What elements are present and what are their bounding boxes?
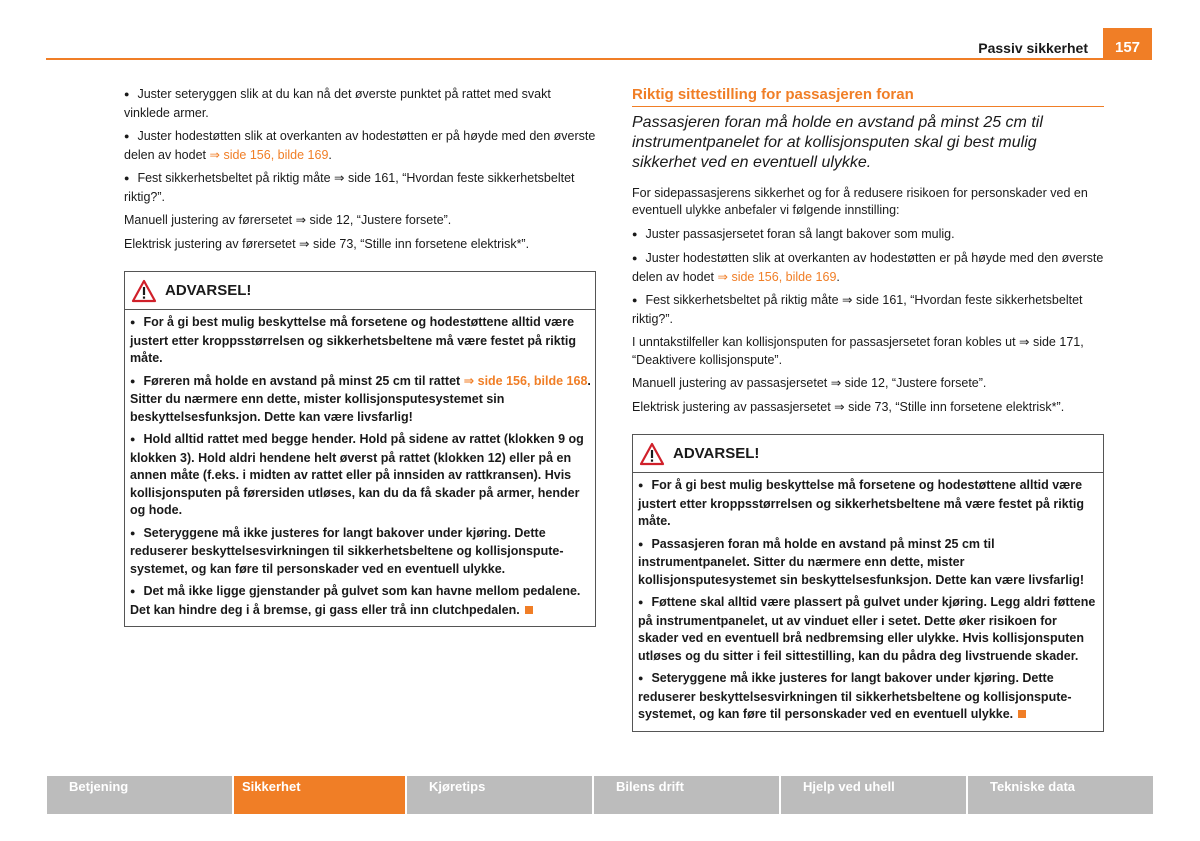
- warning-triangle-icon: [131, 279, 157, 303]
- nav-tab-bilens-drift[interactable]: Bilens drift: [594, 776, 779, 814]
- warning-item: ● For å gi best mulig beskyttelse må forsetene og hodestøttene alltid være justert etter kroppsstørrelsen og sikkerhetsbeltene må være festet på riktig måte.: [638, 477, 1099, 531]
- list-item: ● Juster seteryggen slik at du kan nå det øverste punktet på rattet med svakt vinklede armer.: [124, 86, 596, 122]
- paragraph: Manuell justering av førersetet ⇒ side 12, “Justere forsete”.: [124, 213, 452, 227]
- nav-tab-hjelp-ved-uhell[interactable]: Hjelp ved uhell: [781, 776, 966, 814]
- cross-reference-link[interactable]: ⇒ side 156, bilde 169: [717, 269, 837, 284]
- section-intro: Passasjeren foran må holde en avstand på minst 25 cm til instrumentpanelet for at kollisjonsputen skal gi best mulig sikkerhet ved en eventuell ulykke.: [632, 113, 1043, 171]
- list-item: ● Juster hodestøtten slik at overkanten av hodestøtten er på høyde med den øverste delen av hodet ⇒ side 156, bilde 169.: [124, 128, 596, 164]
- paragraph: I unntakstilfeller kan kollisjonsputen for passasjersetet foran kobles ut ⇒ side 171, “Deaktivere kollisjonspute”.: [632, 335, 1084, 367]
- warning-item: ● Passasjeren foran må holde en avstand på minst 25 cm til instrumentpanelet. Sitter du nærmere enn dette, mister kollisjonsputesystemet sin beskyttelsesfunksjon. Dette kan være livsfarlig!: [638, 536, 1099, 590]
- warning-title: ADVARSEL!: [165, 281, 252, 299]
- page-title: Passiv sikkerhet: [978, 40, 1088, 56]
- warning-header: [633, 435, 1103, 473]
- cross-reference-link[interactable]: ⇒ side 156, bilde 168: [463, 373, 588, 388]
- list-item: ● Juster hodestøtten slik at overkanten av hodestøtten er på høyde med den øverste delen av hodet ⇒ side 156, bilde 169.: [632, 250, 1104, 286]
- nav-tab-tekniske-data[interactable]: Tekniske data: [968, 776, 1153, 814]
- paragraph: For sidepassasjerens sikkerhet og for å redusere risikoen for personskader ved en eventuell ulykke anbefaler vi følgende innstilling:: [632, 185, 1088, 217]
- warning-triangle-icon: [639, 442, 665, 466]
- page-number: 157: [1103, 28, 1152, 60]
- end-marker-icon: [525, 606, 533, 614]
- warning-box: [632, 434, 1104, 732]
- list-item: ● Juster passasjersetet foran så langt bakover som mulig.: [632, 226, 1104, 245]
- nav-tab-sikkerhet[interactable]: Sikkerhet: [234, 776, 405, 814]
- warning-item: ● Føttene skal alltid være plassert på gulvet under kjøring. Legg aldri føttene på instrumentpanelet, ut av vinduet eller i setet. Dette øker risikoen for skader ved en eventuell brå nedbremsing eller ulykke. Hvis kollisjonsputen utløses og du sitter i feil sittestilling, kan du pådra deg livstruende skader.: [638, 594, 1099, 665]
- warning-item: ● Det må ikke ligge gjenstander på gulvet som kan havne mellom pedalene. Det kan hindre deg i å bremse, gi gass eller trå inn clutchpedalen.: [130, 583, 591, 619]
- warning-title: ADVARSEL!: [673, 444, 760, 462]
- paragraph: Manuell justering av passasjersetet ⇒ side 12, “Justere forsete”.: [632, 376, 987, 390]
- warning-item: ● Seteryggene må ikke justeres for langt bakover under kjøring. Dette reduserer beskyttelsesvirkningen til sikkerhetsbeltene og kollisjonspute-systemet, og kan føre til personskader ved en eventuell ulykke.: [130, 525, 591, 579]
- warning-box: [124, 271, 596, 627]
- nav-tab-kjoretips[interactable]: Kjøretips: [407, 776, 592, 814]
- paragraph: Elektrisk justering av passasjersetet ⇒ side 73, “Stille inn forsetene elektrisk*”.: [632, 399, 1065, 414]
- list-item: ● Fest sikkerhetsbeltet på riktig måte ⇒ side 161, “Hvordan feste sikkerhetsbeltet riktig?”.: [124, 170, 596, 206]
- section-title: Riktig sittestilling for passasjeren foran: [632, 86, 1104, 107]
- list-item: ● Fest sikkerhetsbeltet på riktig måte ⇒ side 161, “Hvordan feste sikkerhetsbeltet riktig?”.: [632, 292, 1104, 328]
- warning-item: ● Føreren må holde en avstand på minst 25 cm til rattet ⇒ side 156, bilde 168. Sitter du nærmere enn dette, mister kollisjonsputesystemet sin beskyttelsesfunksjon. Dette kan være livsfarlig!: [130, 373, 591, 427]
- paragraph: Elektrisk justering av førersetet ⇒ side 73, “Stille inn forsetene elektrisk*”.: [124, 236, 530, 251]
- warning-header: [125, 272, 595, 310]
- warning-body: [633, 473, 1103, 731]
- warning-item: ● For å gi best mulig beskyttelse må forsetene og hodestøttene alltid være justert etter kroppsstørrelsen og sikkerhetsbeltene må være festet på riktig måte.: [130, 314, 591, 368]
- end-marker-icon: [1018, 710, 1026, 718]
- warning-item: ● Seteryggene må ikke justeres for langt bakover under kjøring. Dette reduserer beskyttelsesvirkningen til sikkerhetsbeltene og kollisjonspute-systemet, og kan føre til personskader ved en eventuell ulykke.: [638, 670, 1099, 724]
- warning-body: [125, 310, 595, 626]
- cross-reference-link[interactable]: ⇒ side 156, bilde 169: [209, 147, 329, 162]
- warning-item: ● Hold alltid rattet med begge hender. Hold på sidene av rattet (klokken 9 og klokken 3). Hold aldri hendene helt øverst på rattet (klokken 12) eller på en annen måte (f.eks. i midten av rattet eller på innsiden av rattkransen). Hvis kollisjonsputen på førersiden utløses, kan du da få skader på armer, hender og hode.: [130, 431, 591, 520]
- left-column: [124, 86, 596, 627]
- header-rule: [46, 58, 1152, 60]
- chapter-nav: [47, 776, 1153, 814]
- right-column: [632, 86, 1104, 732]
- nav-tab-betjening[interactable]: Betjening: [47, 776, 232, 814]
